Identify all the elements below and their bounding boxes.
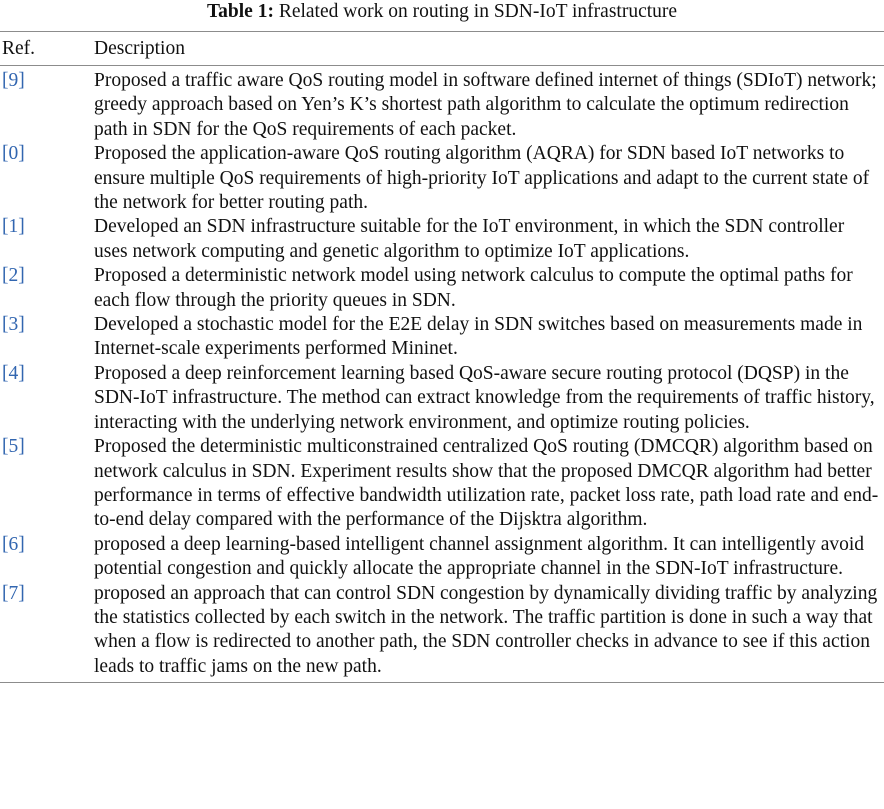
table-body (0, 66, 884, 679)
row-description: Developed a stochastic model for the E2E delay in SDN switches based on measurements made in Internet-scale experiments performed Mininet. (94, 314, 863, 360)
table-row (0, 533, 884, 582)
table-row (0, 582, 884, 680)
table-row (0, 435, 884, 533)
table-row (0, 215, 884, 264)
row-description: Proposed a deterministic network model using network calculus to compute the optimal paths for each flow through the priority queues in SDN. (94, 265, 853, 311)
row-description: Proposed the application-aware QoS routing algorithm (AQRA) for SDN based IoT networks to ensure multiple QoS requirements of high-priority IoT applications and adapt to the current state of the network for better routing path. (94, 143, 870, 214)
reference-link[interactable]: [7] (2, 582, 25, 604)
reference-link[interactable]: [2] (2, 265, 25, 287)
reference-link[interactable]: [6] (2, 533, 25, 555)
row-description: Proposed the deterministic multiconstrained centralized QoS routing (DMCQR) algorithm based on network calculus in SDN. Experiment results show that the proposed DMCQR algorithm had better performance in terms of effective bandwidth utilization rate, packet loss rate, path load rate and end-to-end delay compared with the performance of the Dijsktra algorithm. (94, 436, 879, 531)
row-description: Proposed a deep reinforcement learning based QoS-aware secure routing protocol (DQSP) in the SDN-IoT infrastructure. The method can extract knowledge from the requirements of traffic history, interacting with the underlying network environment, and optimize routing policies. (94, 362, 875, 433)
row-description: proposed a deep learning-based intelligent channel assignment algorithm. It can intelligently avoid potential congestion and quickly allocate the appropriate channel in the SDN-IoT infrastructure. (94, 533, 865, 580)
table-caption-text: Related work on routing in SDN-IoT infrastructure (278, 1, 678, 22)
reference-link[interactable]: [5] (2, 436, 25, 458)
row-description: proposed an approach that can control SDN congestion by dynamically dividing traffic by analyzing the statistics collected by each switch in the network. The traffic partition is done in such a way that when a flow is redirected to another path, the SDN controller checks in advance to see if this action leads to traffic jams on the new path. (94, 582, 878, 677)
table-row (0, 264, 884, 313)
reference-link[interactable]: [3] (2, 314, 25, 336)
row-description: Developed an SDN infrastructure suitable for the IoT environment, in which the SDN controller uses network computing and genetic algorithm to optimize IoT applications. (94, 216, 845, 262)
reference-link[interactable]: [9] (2, 70, 25, 91)
table-caption-label: Table 1: (206, 1, 274, 22)
table-header-row (0, 32, 884, 65)
table-caption (0, 0, 884, 31)
row-description: Proposed a traffic aware QoS routing model in software defined internet of things (SDIoT) network; greedy approach based on Yen’s K’s shortest path algorithm to calculate the optimum redirection path in SDN for the QoS requirements of each packet. (94, 70, 877, 140)
table-row (0, 142, 884, 215)
table-row (0, 362, 884, 435)
header-ref: Ref. (2, 37, 36, 59)
reference-link[interactable]: [1] (2, 216, 25, 238)
table-row (0, 313, 884, 362)
reference-link[interactable]: [4] (2, 362, 25, 384)
bottom-rule (0, 682, 884, 683)
header-description: Description (94, 37, 185, 59)
reference-link[interactable]: [0] (2, 143, 25, 165)
table-row (0, 69, 884, 142)
